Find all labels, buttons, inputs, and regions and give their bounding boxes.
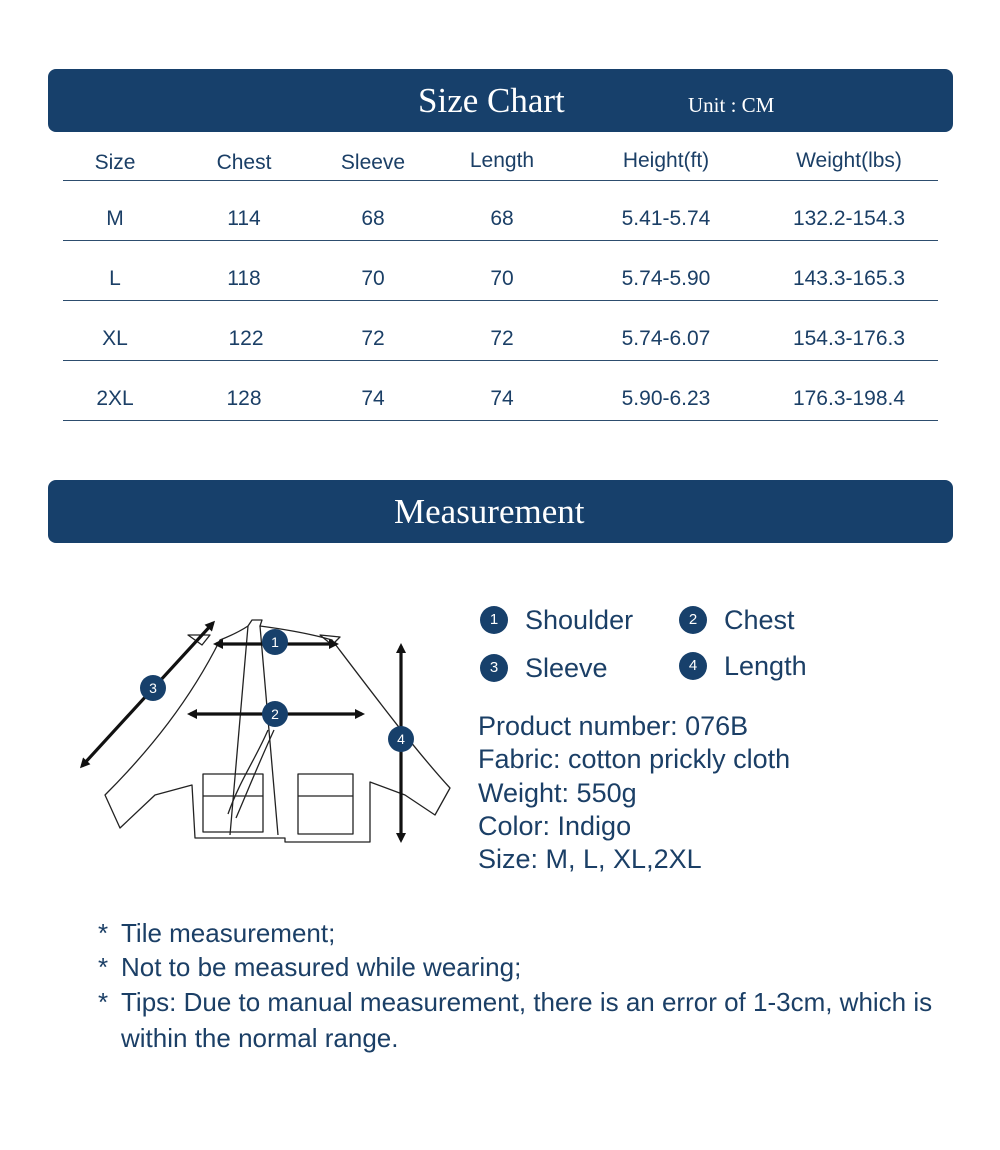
diagram-marker-1 xyxy=(262,629,288,655)
column-header: Size xyxy=(94,151,136,174)
product-number: Product number: 076B xyxy=(478,711,749,741)
legend-label: Chest xyxy=(724,605,795,635)
table-cell: 74 xyxy=(490,387,514,410)
diagram-marker-label: 3 xyxy=(149,680,157,696)
table-cell: 176.3-198.4 xyxy=(792,387,906,410)
size-chart-banner xyxy=(48,69,953,132)
unit-label: Unit : CM xyxy=(688,93,775,117)
column-header: Weight(lbs) xyxy=(796,149,902,172)
product-color: Color: Indigo xyxy=(478,810,632,841)
product-fabric: Fabric: cotton prickly cloth xyxy=(478,744,791,775)
column-header: Length xyxy=(469,149,535,172)
table-row xyxy=(63,301,938,361)
table-cell: 132.2-154.3 xyxy=(792,207,906,230)
table-cell: 70 xyxy=(361,267,385,290)
note-bullet: * xyxy=(98,918,109,948)
measurement-banner xyxy=(48,480,953,543)
legend-number: 2 xyxy=(679,606,707,634)
table-header-row xyxy=(63,140,938,181)
legend-number: 1 xyxy=(480,606,508,634)
diagram-marker-3 xyxy=(140,675,166,701)
column-header: Sleeve xyxy=(340,151,406,174)
note-item xyxy=(98,916,958,950)
table-cell: 122 xyxy=(228,327,264,350)
note-text: Not to be measured while wearing; xyxy=(121,952,522,982)
table-cell: 68 xyxy=(361,207,385,230)
note-bullet: * xyxy=(98,987,109,1017)
table-cell: 70 xyxy=(490,267,514,290)
legend-label: Length xyxy=(724,651,807,681)
table-cell: 114 xyxy=(227,207,261,230)
table-cell: 5.74-6.07 xyxy=(621,327,711,350)
diagram-marker-label: 4 xyxy=(397,731,405,747)
note-bullet: * xyxy=(98,952,109,982)
legend-label: Shoulder xyxy=(525,605,634,635)
table-cell: 5.90-6.23 xyxy=(621,387,711,410)
note-item xyxy=(98,984,958,1056)
legend-number: 4 xyxy=(679,652,707,680)
table-cell: 2XL xyxy=(96,387,134,410)
garment-diagram xyxy=(70,600,470,860)
product-info xyxy=(478,710,790,876)
size-table xyxy=(63,140,938,421)
table-cell: 154.3-176.3 xyxy=(792,327,906,350)
table-cell: XL xyxy=(102,327,128,350)
note-text: Tips: Due to manual measurement, there is an error of 1-3cm, which is within the normal range. xyxy=(121,987,933,1053)
table-cell: 74 xyxy=(361,387,385,410)
diagram-marker-label: 2 xyxy=(271,706,279,722)
table-cell: 5.74-5.90 xyxy=(621,267,711,290)
legend-label: Sleeve xyxy=(525,653,608,683)
table-cell: 72 xyxy=(490,327,514,350)
measurement-title: Measurement xyxy=(394,492,585,531)
diagram-marker-label: 1 xyxy=(271,634,279,650)
table-row xyxy=(63,241,938,301)
note-item xyxy=(98,950,958,984)
table-cell: 128 xyxy=(226,387,262,410)
diagram-marker-2 xyxy=(262,701,288,727)
diagram-marker-4 xyxy=(388,726,414,752)
table-row xyxy=(63,181,938,241)
note-text: Tile measurement; xyxy=(121,918,336,948)
table-cell: 118 xyxy=(227,267,261,290)
column-header: Height(ft) xyxy=(622,149,710,172)
table-cell: 143.3-165.3 xyxy=(792,267,906,290)
legend-number: 3 xyxy=(480,654,508,682)
table-cell: 72 xyxy=(361,327,385,350)
table-cell: L xyxy=(109,267,121,290)
product-sizes: Size: M, L, XL,2XL xyxy=(478,844,702,875)
table-cell: 5.41-5.74 xyxy=(621,207,711,230)
table-cell: 68 xyxy=(490,207,514,230)
column-header: Chest xyxy=(216,151,272,174)
table-cell: M xyxy=(106,207,124,230)
table-row xyxy=(63,361,938,421)
product-weight: Weight: 550g xyxy=(478,777,637,808)
size-chart-title: Size Chart xyxy=(418,81,565,120)
notes xyxy=(98,916,958,1056)
